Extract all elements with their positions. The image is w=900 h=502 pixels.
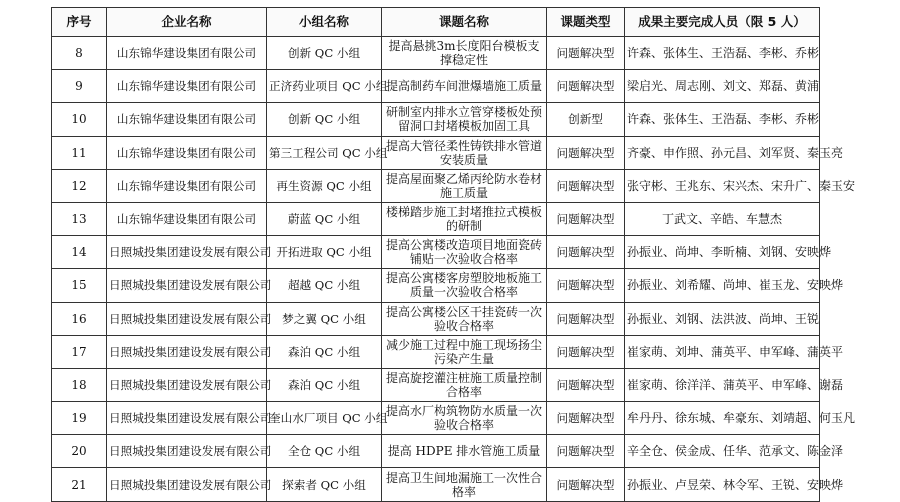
cell-group-name: 森泊 QC 小组 xyxy=(267,368,382,401)
header-group-name: 小组名称 xyxy=(267,8,382,37)
cell-group-name: 正济药业项目 QC 小组 xyxy=(267,70,382,103)
cell-main-members: 辛全仓、侯金成、任华、范承文、陈金泽 xyxy=(625,435,820,468)
cell-serial-number: 8 xyxy=(52,37,107,70)
cell-serial-number: 16 xyxy=(52,302,107,335)
table-row xyxy=(52,269,820,302)
cell-topic-type: 创新型 xyxy=(547,103,625,136)
table-row xyxy=(52,335,820,368)
cell-main-members: 丁武文、辛皓、车慧杰 xyxy=(625,202,820,235)
cell-topic-name: 减少施工过程中施工现场扬尘污染产生量 xyxy=(382,335,547,368)
qc-results-table xyxy=(51,7,856,502)
cell-main-members: 张守彬、王兆东、宋兴杰、宋升广、秦玉安 xyxy=(625,169,820,202)
table-row xyxy=(52,435,820,468)
cell-serial-number: 9 xyxy=(52,70,107,103)
table-row xyxy=(52,302,820,335)
header-topic-name: 课题名称 xyxy=(382,8,547,37)
cell-topic-name: 提高卫生间地漏施工一次性合格率 xyxy=(382,468,547,501)
cell-serial-number: 19 xyxy=(52,402,107,435)
cell-group-name: 开拓进取 QC 小组 xyxy=(267,236,382,269)
header-topic-type: 课题类型 xyxy=(547,8,625,37)
cell-main-members: 孙振业、刘希耀、尚坤、崔玉龙、安映烨 xyxy=(625,269,820,302)
cell-company-name: 山东锦华建设集团有限公司 xyxy=(107,103,267,136)
cell-group-name: 超越 QC 小组 xyxy=(267,269,382,302)
cell-topic-name: 提高大管径柔性铸铁排水管道安装质量 xyxy=(382,136,547,169)
cell-topic-name: 提高公寓楼公区干挂瓷砖一次验收合格率 xyxy=(382,302,547,335)
cell-main-members: 崔家萌、徐洋洋、蒲英平、申军峰、谢磊 xyxy=(625,368,820,401)
cell-company-name: 日照城投集团建设发展有限公司 xyxy=(107,368,267,401)
document-page xyxy=(51,7,856,502)
header-serial-number: 序号 xyxy=(52,8,107,37)
cell-company-name: 日照城投集团建设发展有限公司 xyxy=(107,302,267,335)
cell-topic-name: 提高制药车间泄爆墙施工质量 xyxy=(382,70,547,103)
cell-topic-type: 问题解决型 xyxy=(547,136,625,169)
cell-serial-number: 18 xyxy=(52,368,107,401)
cell-main-members: 孙振业、尚坤、李昕楠、刘钢、安映烨 xyxy=(625,236,820,269)
cell-company-name: 山东锦华建设集团有限公司 xyxy=(107,169,267,202)
cell-topic-type: 问题解决型 xyxy=(547,335,625,368)
cell-company-name: 山东锦华建设集团有限公司 xyxy=(107,70,267,103)
cell-company-name: 日照城投集团建设发展有限公司 xyxy=(107,468,267,501)
cell-serial-number: 10 xyxy=(52,103,107,136)
cell-company-name: 日照城投集团建设发展有限公司 xyxy=(107,236,267,269)
cell-topic-type: 问题解决型 xyxy=(547,70,625,103)
cell-topic-type: 问题解决型 xyxy=(547,236,625,269)
cell-topic-type: 问题解决型 xyxy=(547,402,625,435)
cell-main-members: 许森、张体生、王浩磊、李彬、乔彬 xyxy=(625,103,820,136)
cell-topic-name: 研制室内排水立管穿楼板处预留洞口封堵模板加固工具 xyxy=(382,103,547,136)
cell-topic-type: 问题解决型 xyxy=(547,169,625,202)
header-company-name: 企业名称 xyxy=(107,8,267,37)
cell-main-members: 孙振业、卢昱荣、林令军、王锐、安映烨 xyxy=(625,468,820,501)
cell-group-name: 森泊 QC 小组 xyxy=(267,335,382,368)
header-main-members: 成果主要完成人员（限 5 人） xyxy=(625,8,820,37)
cell-main-members: 梁启光、周志刚、刘文、郑磊、黄浦 xyxy=(625,70,820,103)
cell-topic-name: 提高水厂构筑物防水质量一次验收合格率 xyxy=(382,402,547,435)
cell-main-members: 孙振业、刘钢、法洪波、尚坤、王锐 xyxy=(625,302,820,335)
cell-serial-number: 17 xyxy=(52,335,107,368)
cell-group-name: 奎山水厂项目 QC 小组 xyxy=(267,402,382,435)
cell-group-name: 探索者 QC 小组 xyxy=(267,468,382,501)
cell-topic-type: 问题解决型 xyxy=(547,37,625,70)
cell-topic-name: 提高旋挖灌注桩施工质量控制合格率 xyxy=(382,368,547,401)
cell-group-name: 创新 QC 小组 xyxy=(267,37,382,70)
cell-topic-name: 提高公寓楼客房塑胶地板施工质量一次验收合格率 xyxy=(382,269,547,302)
cell-main-members: 牟丹丹、徐东城、牟豪东、刘靖超、何玉凡 xyxy=(625,402,820,435)
cell-company-name: 日照城投集团建设发展有限公司 xyxy=(107,402,267,435)
table-row xyxy=(52,103,820,136)
cell-company-name: 山东锦华建设集团有限公司 xyxy=(107,202,267,235)
cell-topic-name: 提高屋面聚乙烯丙纶防水卷材施工质量 xyxy=(382,169,547,202)
cell-company-name: 山东锦华建设集团有限公司 xyxy=(107,136,267,169)
cell-company-name: 山东锦华建设集团有限公司 xyxy=(107,37,267,70)
cell-serial-number: 21 xyxy=(52,468,107,501)
cell-main-members: 齐豪、申作照、孙元昌、刘军贤、秦玉亮 xyxy=(625,136,820,169)
cell-topic-type: 问题解决型 xyxy=(547,468,625,501)
cell-topic-type: 问题解决型 xyxy=(547,202,625,235)
cell-serial-number: 14 xyxy=(52,236,107,269)
cell-serial-number: 15 xyxy=(52,269,107,302)
cell-group-name: 再生资源 QC 小组 xyxy=(267,169,382,202)
cell-group-name: 创新 QC 小组 xyxy=(267,103,382,136)
cell-topic-name: 楼梯踏步施工封堵推拉式模板的研制 xyxy=(382,202,547,235)
cell-topic-type: 问题解决型 xyxy=(547,269,625,302)
cell-main-members: 许森、张体生、王浩磊、李彬、乔彬 xyxy=(625,37,820,70)
table-row xyxy=(52,468,820,501)
table-body xyxy=(52,37,856,502)
cell-serial-number: 11 xyxy=(52,136,107,169)
cell-topic-name: 提高 HDPE 排水管施工质量 xyxy=(382,435,547,468)
cell-serial-number: 20 xyxy=(52,435,107,468)
cell-serial-number: 13 xyxy=(52,202,107,235)
cell-group-name: 全仓 QC 小组 xyxy=(267,435,382,468)
table-row xyxy=(52,368,820,401)
cell-company-name: 日照城投集团建设发展有限公司 xyxy=(107,335,267,368)
cell-group-name: 蔚蓝 QC 小组 xyxy=(267,202,382,235)
table-row xyxy=(52,37,820,70)
cell-topic-type: 问题解决型 xyxy=(547,435,625,468)
table-row xyxy=(52,402,820,435)
cell-topic-name: 提高公寓楼改造项目地面瓷砖铺贴一次验收合格率 xyxy=(382,236,547,269)
cell-group-name: 梦之翼 QC 小组 xyxy=(267,302,382,335)
table-row xyxy=(52,70,820,103)
cell-serial-number: 12 xyxy=(52,169,107,202)
cell-topic-type: 问题解决型 xyxy=(547,302,625,335)
cell-topic-name: 提高悬挑3m长度阳台模板支撑稳定性 xyxy=(382,37,547,70)
table-row xyxy=(52,236,820,269)
table-row xyxy=(52,202,820,235)
cell-group-name: 第三工程公司 QC 小组 xyxy=(267,136,382,169)
table-header-row xyxy=(52,8,820,37)
cell-main-members: 崔家萌、刘坤、蒲英平、申军峰、蒲英平 xyxy=(625,335,820,368)
table-row xyxy=(52,169,820,202)
cell-company-name: 日照城投集团建设发展有限公司 xyxy=(107,435,267,468)
table-row xyxy=(52,136,820,169)
cell-topic-type: 问题解决型 xyxy=(547,368,625,401)
cell-company-name: 日照城投集团建设发展有限公司 xyxy=(107,269,267,302)
